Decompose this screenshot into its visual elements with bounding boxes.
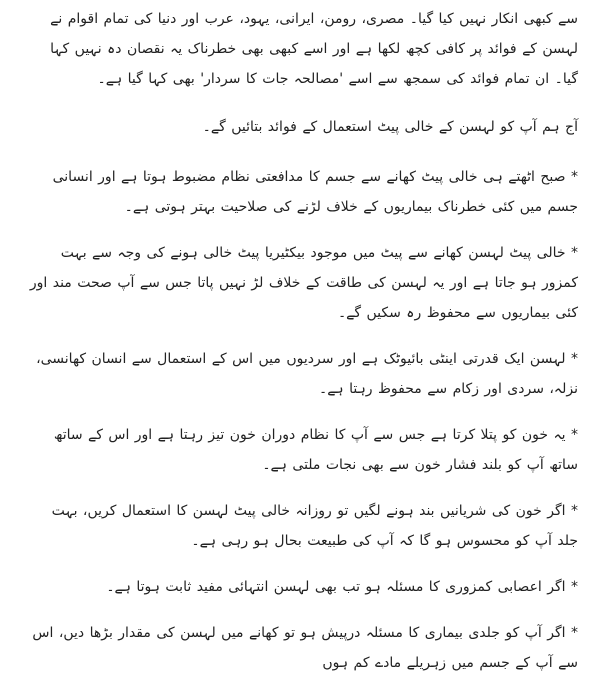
bullet-skin: * اگر آپ کو جلدی بیماری کا مسئلہ درپیش ہو تو کھانے میں لہسن کی مقدار بڑھا دیں، اس سے آپ کے جسم میں زہریلے مادے کم ہوں (32, 625, 578, 671)
bullet-blood-thinning: * یہ خون کو پتلا کرتا ہے جس سے آپ کا نظام دوران خون تیز رہتا ہے اور اس کے ساتھ ساتھ آپ کو بلند فشار خون سے بھی نجات ملتی ہے۔ (53, 427, 578, 473)
bullet-nerves: * اگر اعصابی کمزوری کا مسئلہ ہو تب بھی لہسن انتہائی مفید ثابت ہوتا ہے۔ (106, 579, 578, 595)
bullet-arteries: * اگر خون کی شریانیں بند ہونے لگیں تو روزانہ خالی پیٹ لہسن کا استعمال کریں، بہت جلد آپ کو محسوس ہو گا کہ آپ کی طبیعت بحال ہو رہی ہے۔ (51, 503, 578, 549)
intro-paragraph: سے کبھی انکار نہیں کیا گیا۔ مصری، رومن، ایرانی، یہود، عرب اور دنیا کی تمام اقوام نے لہسن کے فوائد پر کافی کچھ لکھا ہے اور اسے کبھی بھی خطرناک یہ نقصان دہ نہیں کہا گیا۔ ان تمام فوائد کی سمجھ سے اسے 'مصالحہ جات کا سردار' بھی کہا گیا ہے۔ (50, 11, 578, 87)
bullet-antibiotic: * لہسن ایک قدرتی اینٹی بائیوٹک ہے اور سردیوں میں اس کے استعمال سے انسان کھانسی، نزلہ، سردی اور زکام سے محفوظ رہتا ہے۔ (36, 351, 578, 397)
bullet-immunity: * صبح اٹھتے ہی خالی پیٹ کھانے سے جسم کا مدافعتی نظام مضبوط ہوتا ہے اور انسانی جسم میں کئی خطرناک بیماریوں کے خلاف لڑنے کی صلاحیت بہتر ہوتی ہے۔ (52, 169, 578, 215)
lead-paragraph: آج ہم آپ کو لہسن کے خالی پیٹ استعمال کے فوائد بتائیں گے۔ (202, 119, 578, 135)
bullet-bacteria: * خالی پیٹ لہسن کھانے سے پیٹ میں موجود بیکٹیریا پیٹ خالی ہونے کی وجہ سے بہت کمزور ہو جاتا ہے اور یہ لہسن کی طاقت کے خلاف لڑ نہیں پاتا جس سے آپ صحت مند اور کئی بیماریوں سے محفوظ رہ سکیں گے۔ (29, 245, 578, 321)
